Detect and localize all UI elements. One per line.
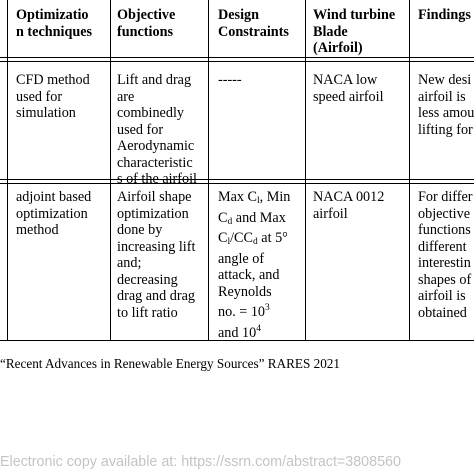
column-rule xyxy=(7,0,8,340)
header-cell xyxy=(218,7,289,40)
cell-line: characteristic xyxy=(117,154,193,171)
cell-line: different xyxy=(418,238,467,255)
row-rule xyxy=(0,57,474,58)
header-cell xyxy=(117,7,175,40)
cell-line: combinedly xyxy=(117,105,184,121)
cell-line: and; xyxy=(117,255,142,271)
cell-line: airfoil is xyxy=(418,88,466,105)
cell-line: Wind turbine xyxy=(313,7,396,23)
cell-line: method xyxy=(16,222,59,238)
cell-line: to lift ratio xyxy=(117,304,178,321)
row-rule xyxy=(0,179,474,180)
table-cell xyxy=(313,189,384,222)
cell-line: no. = $10^3$ xyxy=(218,303,270,320)
header-cell xyxy=(418,7,471,24)
column-rule xyxy=(110,0,111,340)
cell-line: optimization xyxy=(117,205,189,222)
table-cell xyxy=(16,72,90,122)
cell-line: s of the airfoil xyxy=(117,171,197,187)
cell-line: Airfoil shape xyxy=(117,189,192,205)
cell-line: Constraints xyxy=(218,23,289,40)
cell-line: Aerodynamic xyxy=(117,138,195,154)
conference-caption: “Recent Advances in Renewable Energy Sources” RARES 2021 xyxy=(0,356,340,371)
cell-line: simulation xyxy=(16,105,76,121)
cell-line: $C_d$ and Max xyxy=(218,209,286,227)
cell-line: ----- xyxy=(218,72,242,88)
column-rule xyxy=(305,0,306,340)
header-cell xyxy=(313,7,395,57)
cell-line: Lift and drag xyxy=(117,72,192,88)
cell-line: increasing lift xyxy=(117,238,196,255)
cell-line: used for xyxy=(16,88,63,105)
cell-line: airfoil xyxy=(313,205,348,222)
cell-line: (Airfoil) xyxy=(313,40,363,57)
cell-line: drag and drag xyxy=(117,288,195,304)
cell-line: speed airfoil xyxy=(313,88,384,105)
ssrn-footer: Electronic copy available at: https://ssrn.com/abstract=3808560 xyxy=(0,454,401,470)
cell-line: obtained xyxy=(418,304,467,321)
cell-line: Optimizatio xyxy=(16,7,89,23)
cell-line: adjoint based xyxy=(16,189,92,205)
table-cell xyxy=(218,72,242,89)
cell-line: n techniques xyxy=(16,23,93,40)
cell-line: objective xyxy=(418,205,470,222)
row-rule xyxy=(0,61,474,62)
cell-line: Findings xyxy=(418,7,471,23)
row-rule xyxy=(0,183,474,184)
cell-line: Max $C_l$, Min xyxy=(218,189,291,206)
cell-line: angle of xyxy=(218,250,265,267)
cell-line: Reynolds xyxy=(218,283,272,300)
cell-line: Blade xyxy=(313,23,348,40)
cell-line: New desi xyxy=(418,72,472,88)
cell-line: NACA low xyxy=(313,72,378,88)
table-cell xyxy=(117,72,197,188)
cell-line: decreasing xyxy=(117,271,178,288)
cell-line: are xyxy=(117,88,135,105)
cell-line: Design xyxy=(218,7,259,23)
cell-line: $C_l/CC_d$ at 5° xyxy=(218,230,288,247)
cell-line: airfoil is xyxy=(418,288,466,304)
cell-line: used for xyxy=(117,121,164,138)
cell-line: shapes of xyxy=(418,271,472,288)
cell-line: and $10^4$ xyxy=(218,323,261,341)
cell-line: less amou xyxy=(418,105,474,121)
cell-line: CFD method xyxy=(16,72,90,88)
column-rule xyxy=(409,0,410,340)
cell-line: NACA 0012 xyxy=(313,189,385,205)
cell-line: functions xyxy=(117,23,173,40)
cell-line: attack, and xyxy=(218,267,280,283)
cell-line: done by xyxy=(117,222,163,238)
cell-line: optimization xyxy=(16,205,88,222)
table-cell xyxy=(418,189,473,321)
table-cell xyxy=(218,189,290,341)
table-cell xyxy=(313,72,384,105)
cell-line: Objective xyxy=(117,7,176,23)
table-cell xyxy=(418,72,474,138)
cell-line: For differ xyxy=(418,189,473,205)
header-cell xyxy=(16,7,92,40)
table-cell xyxy=(16,189,91,239)
cell-line: functions xyxy=(418,222,471,238)
column-rule xyxy=(208,0,209,340)
cell-line: interestin xyxy=(418,255,471,271)
table-cell xyxy=(117,189,195,321)
cell-line: lifting for xyxy=(418,121,473,138)
